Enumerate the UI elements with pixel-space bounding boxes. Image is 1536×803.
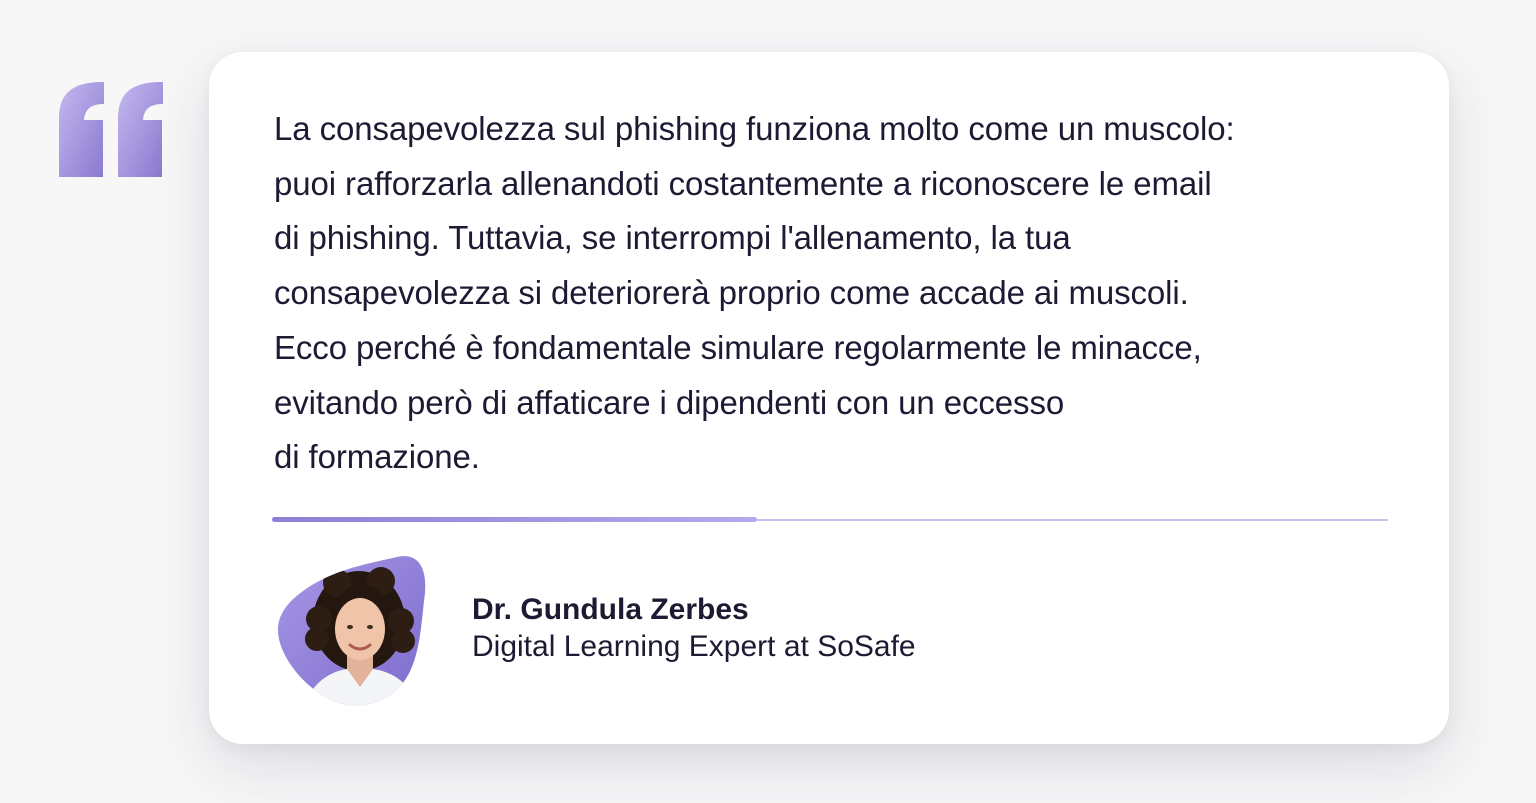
opening-quote-icon	[58, 80, 168, 180]
author-role: Digital Learning Expert at SoSafe	[472, 630, 916, 663]
author-avatar	[277, 555, 427, 707]
divider-fill	[272, 517, 757, 522]
quote-divider	[272, 517, 1388, 523]
author-name: Dr. Gundula Zerbes	[472, 593, 749, 626]
quote-card	[209, 52, 1449, 744]
quote-text: La consapevolezza sul phishing funziona molto come un muscolo: puoi rafforzarla allenandoti costantemente a riconoscere le email di phishing. Tuttavia, se interrompi l'allenamento, la tua consapevolezza si deteriorerà proprio come accade ai muscoli. Ecco perché è fondamentale simulare regolarmente le minacce, evitando però di affaticare i dipendenti con un eccesso di formazione.	[274, 110, 1235, 476]
